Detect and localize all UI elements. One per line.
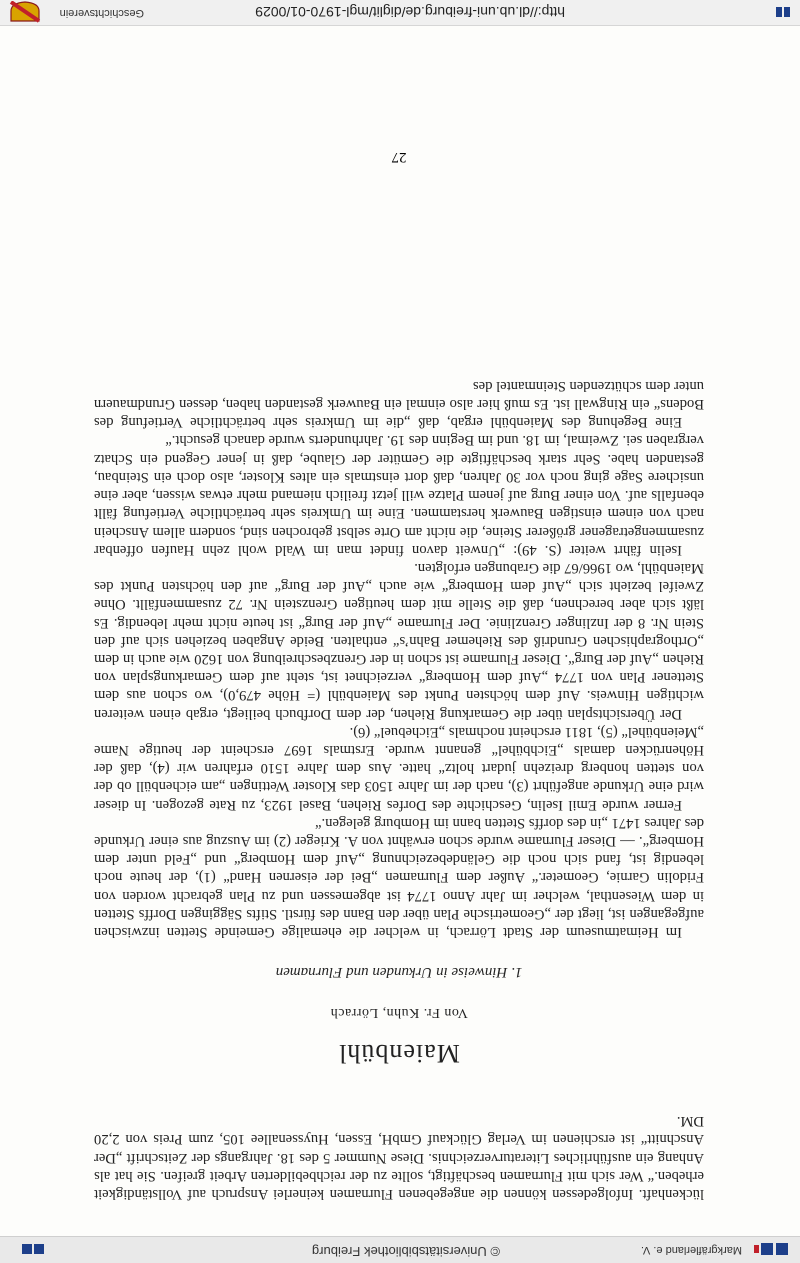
article-author: Von Fr. Kuhn, Lörrach xyxy=(330,1004,468,1020)
intro-paragraph: lückenhaft. Infolgedessen können die angegebenen Flurnamen keinerlei Anspruch auf Vollständigkeit erheben.“ Wer sich mit Flurnamen beschäftigt, sollte zu der reichbebilderten Arbeit greifen. Sie hat als Anhang ein ausführliches Literaturverzeichnis. Diese Nummer 5 des 18. Jahrgangs der Zeitschrift „Der Anschnitt“ ist erschienen im Verlag Glückauf GmbH, Essen, Huyssenallee 105, zum Preis von 2,20 DM. xyxy=(94,1113,704,1202)
library-logo-icon xyxy=(752,1241,790,1257)
society-name-footer: Geschichtsverein xyxy=(59,7,144,19)
body-paragraph: Eine Begehung des Maienbühl ergab, daß „die im Umkreis sehr beträchtliche Vertiefung des Bodens“ ein Ringwall ist. Es muß hier also einmal ein Bauwerk gestanden haben, dessen Grundmauern unter dem schützenden Steinmantel des xyxy=(94,377,704,431)
document-page xyxy=(94,377,704,1203)
society-name: Markgräflerland e. V. xyxy=(640,1244,742,1256)
permalink-url[interactable]: http://dl.ub.uni-freiburg.de/diglit/mgl-1970-01/0029 xyxy=(255,4,565,20)
university-mark-icon xyxy=(772,3,792,21)
copyright-notice: © Universitätsbibliothek Freiburg xyxy=(311,1244,500,1259)
body-paragraph: Ferner wurde Emil Iselin, Geschichte des Dorfes Riehen, Basel 1923, zu Rate gezogen. In dieser wird eine Urkunde angeführt (3), nach der im Jahre 1503 das Kloster Wettingen „am eichenbüll ob der von stetten honberg dreizehn judart holtz“ hatte. Aus dem Jahre 1510 erfahren wir (4), daß der Höhenrücken damals „Eichbühel“ genannt wurde. Erstmals 1697 erscheint der heutige Name „Meienbühel“ (5), 1811 erscheint nochmals „Eichebuel“ (6). xyxy=(94,723,704,813)
viewer-bottom-bar xyxy=(0,0,800,26)
article-title: Maienbühl xyxy=(338,1038,460,1068)
viewer-top-bar xyxy=(0,1236,800,1263)
university-logo-icon xyxy=(10,1241,48,1257)
body-paragraph: Iselin fährt weiter (S. 49): „Unweit davon findet man im Wald wohl zehn Haufen offenbar zusammengetragener größerer Steine, die nicht am Orte selbst gebrochen sind, sondern allem Anschein nach von einem einstigen Bauwerk herstammen. Eine im Umkreis sehr beträchtliche Vertiefung fällt ebenfalls auf. Von einer Burg auf jenem Platze will jetzt freilich niemand mehr etwas wissen, aber eine unsichere Sage ging noch vor 30 Jahren, daß dort einstmals ein altes Kloster, also doch ein Steinbau, gestanden habe. Sehr stark beschäftigte die Gemüter der Glaube, daß in jener Gegend ein Schatz vergraben sei. Zweimal, im 18. und im Beginn des 19. Jahrhunderts wurde danach gesucht.“ xyxy=(94,432,704,558)
body-paragraph: Der Übersichtsplan über die Gemarkung Riehen, der dem Dorfbuch beiliegt, ergab einen weiteren wichtigen Hinweis. Auf dem höchsten Punkt des Maienbühl (= Höhe 479,0), wo schon aus dem Stettener Plan von 1774 „Auf dem Homberg“ verzeichnet ist, steht auf dem Gemarkungsplan von Riehen „Auf der Burg“. Dieser Flurname ist schon in der Grenzbeschreibung von 1620 wie auch in dem „Orthographischen Grundriß des Riehemer Bahn’s“ enthalten. Beide Angaben beziehen sich auf den Stein Nr. 8 der Inzlinger Grenzlinie. Der Flurname „Auf der Burg“ ist heute nicht mehr lebendig. Es läßt sich aber berechnen, daß die Stelle mit dem heutigen Grenzstein Nr. 72 zusammenfällt. Ohne Zweifel bezieht sich „Auf dem Homberg“ wie auch „Auf der Burg“ auf den höchsten Punkt des Maienbühl, wo 1966/67 die Grabungen erfolgten. xyxy=(94,559,704,722)
coat-of-arms-icon xyxy=(8,1,42,23)
section-heading: 1. Hinweise in Urkunden und Flurnamen xyxy=(275,963,523,980)
page-number: 27 xyxy=(391,149,407,165)
body-paragraph: Im Heimatmuseum der Stadt Lörrach, in welcher die ehemalige Gemeinde Stetten inzwischen aufgegangen ist, liegt der „Geometrische Plan über den Bann des fürstl. Stifts Säggingen Dorffs Stetten in dem Wiesenthal, welcher im Jahr Anno 1774 ist abgemessen und zu Plan gebracht worden von Fridolin Garnie, Geometer.“ Außer dem Flurnamen „Bei der eisernen Hand“ (1), der heute noch lebendig ist, fand sich noch die Geländebezeichnung „Auf dem Homberg“ und „Feld unter dem Homberg“. — Dieser Flurname wurde schon erwähnt von A. Krieger (2) im Auszug aus einer Urkunde des Jahres 1471 „in des dorffs Stetten bann im Homburg gelegen.“ xyxy=(94,814,704,940)
